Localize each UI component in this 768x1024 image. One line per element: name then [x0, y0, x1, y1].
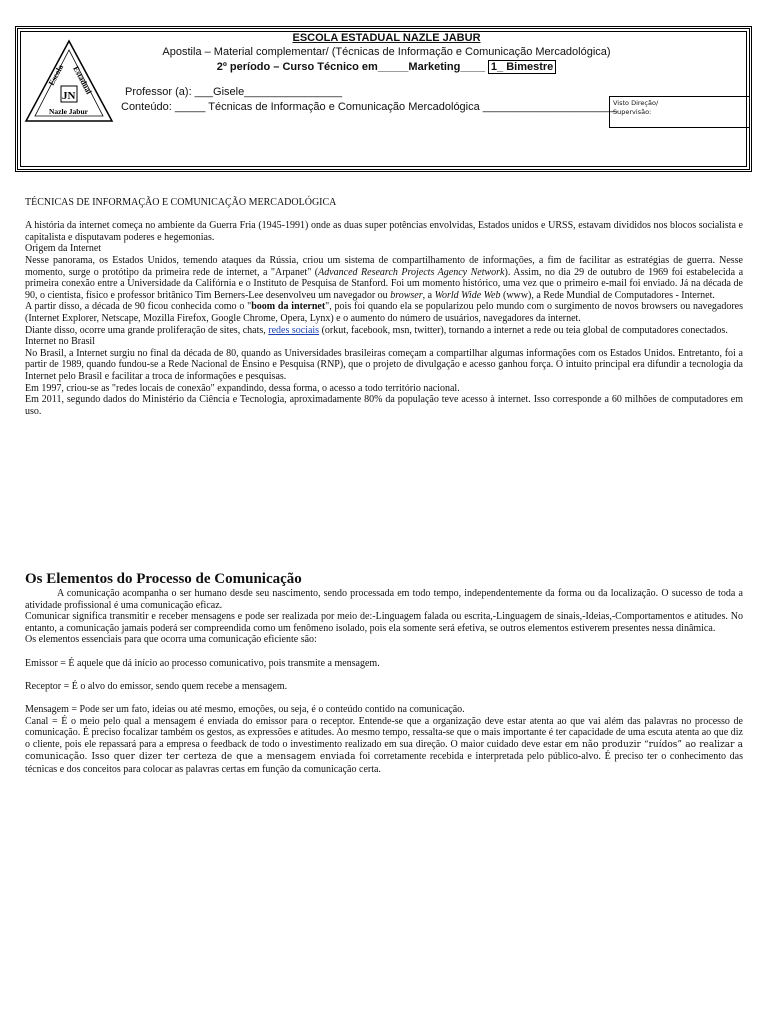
paragraph-intro: A comunicação acompanha o ser humano desde seu nascimento, sendo processada em todo tempo, independentemente da forma ou da localização. O sucesso de toda a atividade profissional é uma comunicação eficaz. [25, 588, 743, 611]
visto-line-2: Supervisão: [613, 108, 652, 116]
visto-line-1: Visto Direção/ [613, 99, 659, 107]
period-text: 2º período – Curso Técnico em_____Marketing____ [216, 61, 488, 73]
header-box [15, 26, 752, 172]
logo-text-left: Escola [46, 63, 66, 87]
school-name: ESCOLA ESTADUAL NAZLE JABUR [292, 32, 481, 44]
definition-mensagem: Mensagem = Pode ser um fato, ideias ou até mesmo, emoções, ou seja, é o conteúdo contido na comunicação. [25, 703, 465, 715]
visto-box [609, 96, 750, 128]
course-period [18, 61, 755, 74]
paragraph-1997: Em 1997, criou-se as "redes locais de conexão" expandindo, dessa forma, o acesso a todo território nacional. [25, 382, 460, 394]
logo-text-bottom: Nazle Jabur [49, 107, 88, 116]
section-title: Os Elementos do Processo de Comunicação [25, 571, 302, 587]
redes-sociais-link[interactable]: redes sociais [268, 324, 320, 336]
section-communication-elements [25, 570, 743, 776]
logo-text-right: Estadual [71, 64, 94, 96]
logo-initials: JN [62, 90, 76, 102]
paragraph-2011: Em 2011, segundo dados do Ministério da Ciência e Tecnologia, aproximadamente 80% da população teve acesso à internet. Isso corresponde a 60 milhões de computadores em uso. [25, 394, 743, 417]
content-line: Conteúdo: _____ Técnicas de Informação e Comunicação Mercadológica ______________________ [121, 101, 618, 113]
paragraph-boom: A partir disso, a década de 90 ficou conhecida como o "boom da internet", pois foi quando ela se popularizou pelo mundo com o surgimento de novos browsers ou navegadores (Internet Explorer, Netscape, Mozilla Firefox, Google Chrome, Opera, Lynx) e o aumento do número de usuários, navegadores da internet. [25, 301, 743, 324]
subheading-origin: Origem da Internet [25, 243, 102, 255]
section-internet-history [25, 197, 743, 417]
paragraph-elements-intro: Os elementos essenciais para que ocorra uma comunicação eficiente são: [25, 634, 317, 646]
paragraph-communicate: Comunicar significa transmitir e receber mensagens e pode ser realizada por meio de:-Linguagem falada ou escrita,-Linguagem de sinais,-Ideias,-Comportamentos e atitudes. No entanto, a comunicação jamais poderá ser compreendida como um fenômeno isolado, pois ela somente será efetiva, se outros elementos estiverem presentes nessa dinâmica. [25, 611, 743, 634]
teacher-line: Professor (a): ___Gisele________________ [125, 86, 343, 98]
subheading-brazil: Internet no Brasil [25, 336, 95, 348]
bimestre-box: 1_ Bimestre [488, 60, 556, 74]
paragraph-arpanet: Nesse panorama, os Estados Unidos, temendo ataques da Rússia, criou um sistema de compartilhamento de informações, a fim de facilitar as estratégias de guerra. Nesse momento, surge o protótipo da primeira rede de internet, a "Arpanet" (Advanced Research Projects Agency Network). Assim, no dia 29 de outubro de 1969 foi estabelecida a primeira conexão entre a Universidade da Califórnia e o Instituto de Pesquisa de Stanford. Foi um momento histórico, uma vez que o primeiro e-mail foi enviado. Já na década de 90, o cientista, físico e professor britânico Tim Berners-Lee desenvolveu um navegador ou browser, a World Wide Web (www), a Rede Mundial de Computadores - Internet. [25, 254, 744, 301]
paragraph-cold-war: A história da internet começa no ambiente da Guerra Fria (1945-1991) onde as duas super potências envolvidas, Estados unidos e URSS, estavam divididos nos blocos socialista e capitalista e disputavam poderes e hegemonias. [25, 220, 743, 243]
section-heading: TÉCNICAS DE INFORMAÇÃO E COMUNICAÇÃO MERCADOLÓGICA [25, 197, 337, 208]
handout-subtitle: Apostila – Material complementar/ (Técnicas de Informação e Comunicação Mercadológica) [162, 46, 611, 58]
paragraph-brazil: No Brasil, a Internet surgiu no final da década de 80, quando as Universidades brasileiras começam a compartilhar algumas informações com os Estados Unidos. Entretanto, foi a partir de 1989, quando fundou-se a Rede Nacional de Ensino e Pesquisa (RNP), que o projeto de divulgação e acesso ganhou força. O intuito principal era difundir a tecnologia da Internet pelo Brasil e facilitar a troca de informações e pesquisas. [25, 347, 743, 382]
definition-emissor: Emissor = É aquele que dá início ao processo comunicativo, pois transmite a mensagem. [25, 657, 380, 669]
definition-canal: Canal = É o meio pelo qual a mensagem é enviada do emissor para o receptor. Entende-se que a organização deve estar atenta ao que vai além das palavras no processo de comunicação. É preciso focalizar também os gestos, as expressões e atitudes. Ao mesmo tempo, ressalta-se que o mais importante é ter capacidade de uma escuta atenta ao que diz o cliente, pois ele repassará para a empresa o feedback de todo o investimento realizado em sua direção. O maior cuidado deve estar em não produzir “ruídos” ao realizar a comunicação. Isso quer dizer ter certeza de que a mensagem enviada foi corretamente recebida e interpretada pelo público-alvo. É preciso ter o conhecimento das técnicas e dos conceitos para colocar as palavras certas em função da comunicação certa. [25, 715, 744, 775]
definition-receptor: Receptor = É o alvo do emissor, sendo quem recebe a mensagem. [25, 680, 288, 692]
paragraph-proliferation: Diante disso, ocorre uma grande proliferação de sites, chats, redes sociais (orkut, facebook, msn, twitter), tornando a internet a rede ou teia global de computadores conectados. [25, 324, 728, 336]
noise-phrase: em não produzir “ruídos” ao realizar a comunicação. Isso quer dizer ter certeza de que a mensagem enviada [25, 739, 744, 763]
